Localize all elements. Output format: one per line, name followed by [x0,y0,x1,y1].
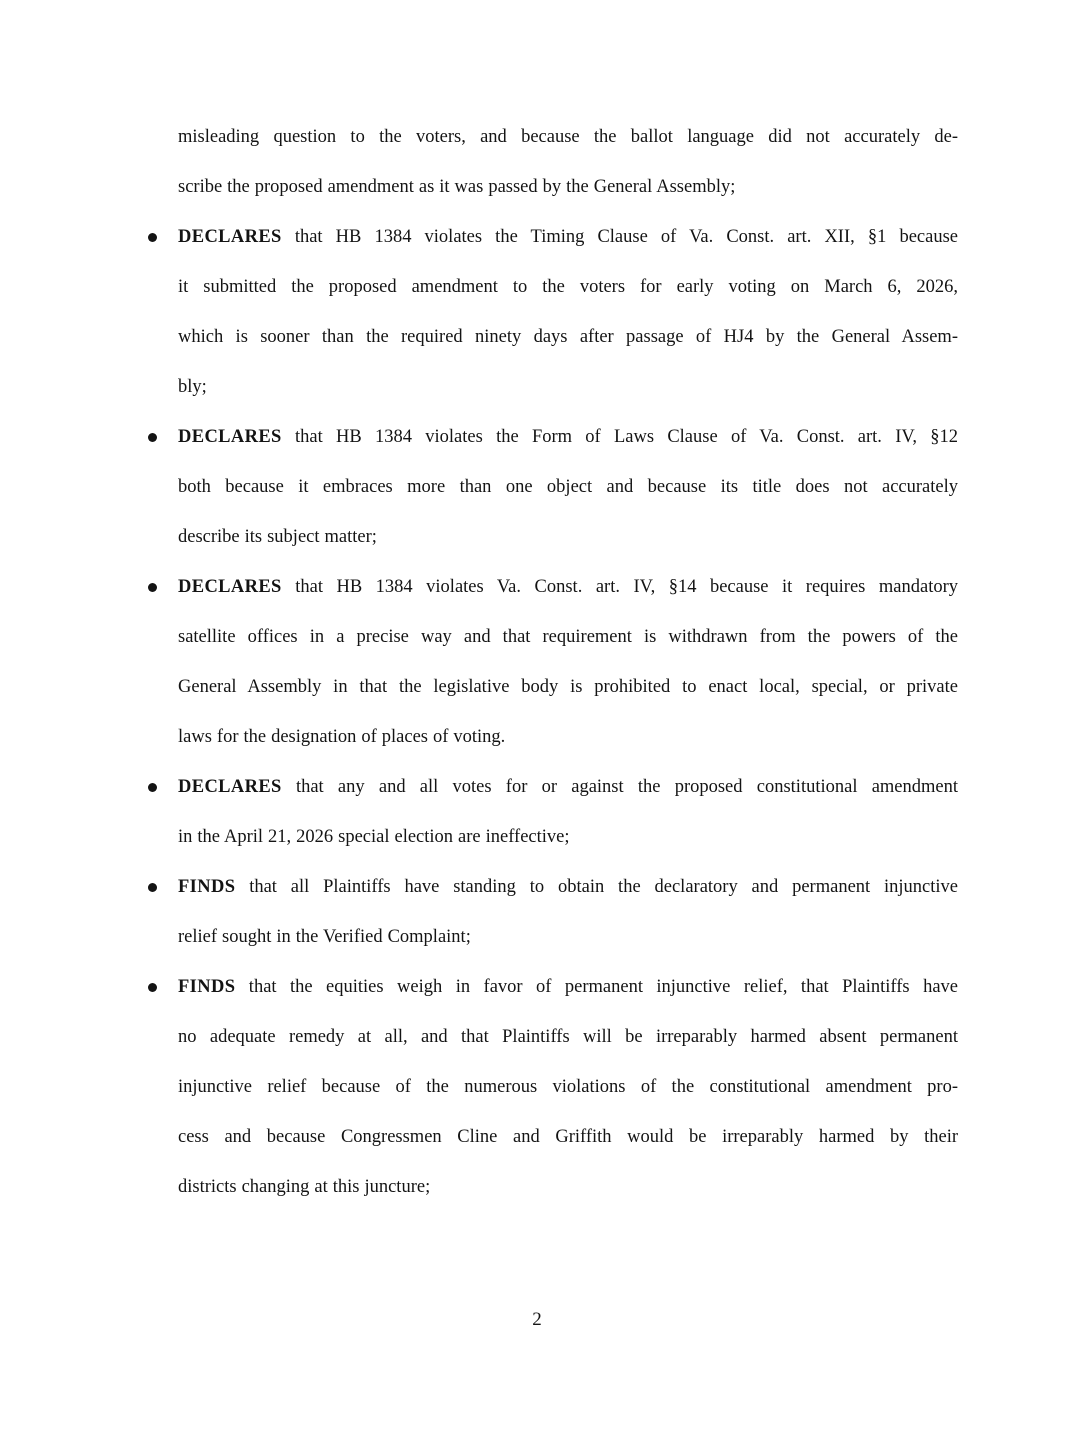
text-line: relief sought in the Verified Complaint; [178,927,471,947]
text-line: scribe the proposed amendment as it was passed by the General Assembly; [178,177,736,197]
bullet-marker-icon [148,883,157,892]
lead-keyword: DECLARES [178,427,282,447]
document-body [178,112,958,1212]
text-line: it submitted the proposed amendment to the voters for early voting on March 6, 2026, [178,277,958,297]
text-line: DECLARES that HB 1384 violates Va. Const. art. IV, §14 because it requires mandatory [178,577,958,597]
bullet-marker-icon [148,983,157,992]
text-line: districts changing at this juncture; [178,1177,431,1197]
text-line: bly; [178,377,207,397]
bullet-marker-icon [148,783,157,792]
text-line: injunctive relief because of the numerous violations of the constitutional amendment pro- [178,1077,958,1097]
lead-keyword: FINDS [178,877,236,897]
text-line: no adequate remedy at all, and that Plaintiffs will be irreparably harmed absent permanent [178,1027,958,1047]
text-line: both because it embraces more than one object and because its title does not accurately [178,477,958,497]
text-line: General Assembly in that the legislative body is prohibited to enact local, special, or private [178,677,958,697]
lead-keyword: DECLARES [178,777,282,797]
text-line: cess and because Congressmen Cline and Griffith would be irreparably harmed by their [178,1127,958,1147]
text-line: describe its subject matter; [178,527,377,547]
lead-keyword: DECLARES [178,227,282,247]
page-number: 2 [532,1309,542,1330]
bullet-marker-icon [148,583,157,592]
text-line: DECLARES that HB 1384 violates the Timing Clause of Va. Const. art. XII, §1 because [178,227,958,247]
bullet-item [178,962,958,1212]
text-line: DECLARES that any and all votes for or against the proposed constitutional amendment [178,777,958,797]
bullet-item [178,412,958,562]
lead-keyword: FINDS [178,977,236,997]
text-line: FINDS that all Plaintiffs have standing to obtain the declaratory and permanent injunctive [178,877,958,897]
bullet-marker-icon [148,233,157,242]
paragraph [178,112,958,212]
text-line: in the April 21, 2026 special election are ineffective; [178,827,570,847]
bullet-item [178,862,958,962]
bullet-item [178,562,958,762]
bullet-item [178,212,958,412]
text-line: FINDS that the equities weigh in favor of permanent injunctive relief, that Plaintiffs have [178,977,958,997]
text-line: DECLARES that HB 1384 violates the Form of Laws Clause of Va. Const. art. IV, §12 [178,427,958,447]
text-line: satellite offices in a precise way and that requirement is withdrawn from the powers of the [178,627,958,647]
text-line: which is sooner than the required ninety days after passage of HJ4 by the General Assem- [178,327,958,347]
text-line: misleading question to the voters, and because the ballot language did not accurately de- [178,127,958,147]
text-line: laws for the designation of places of voting. [178,727,506,747]
bullet-marker-icon [148,433,157,442]
lead-keyword: DECLARES [178,577,282,597]
bullet-item [178,762,958,862]
